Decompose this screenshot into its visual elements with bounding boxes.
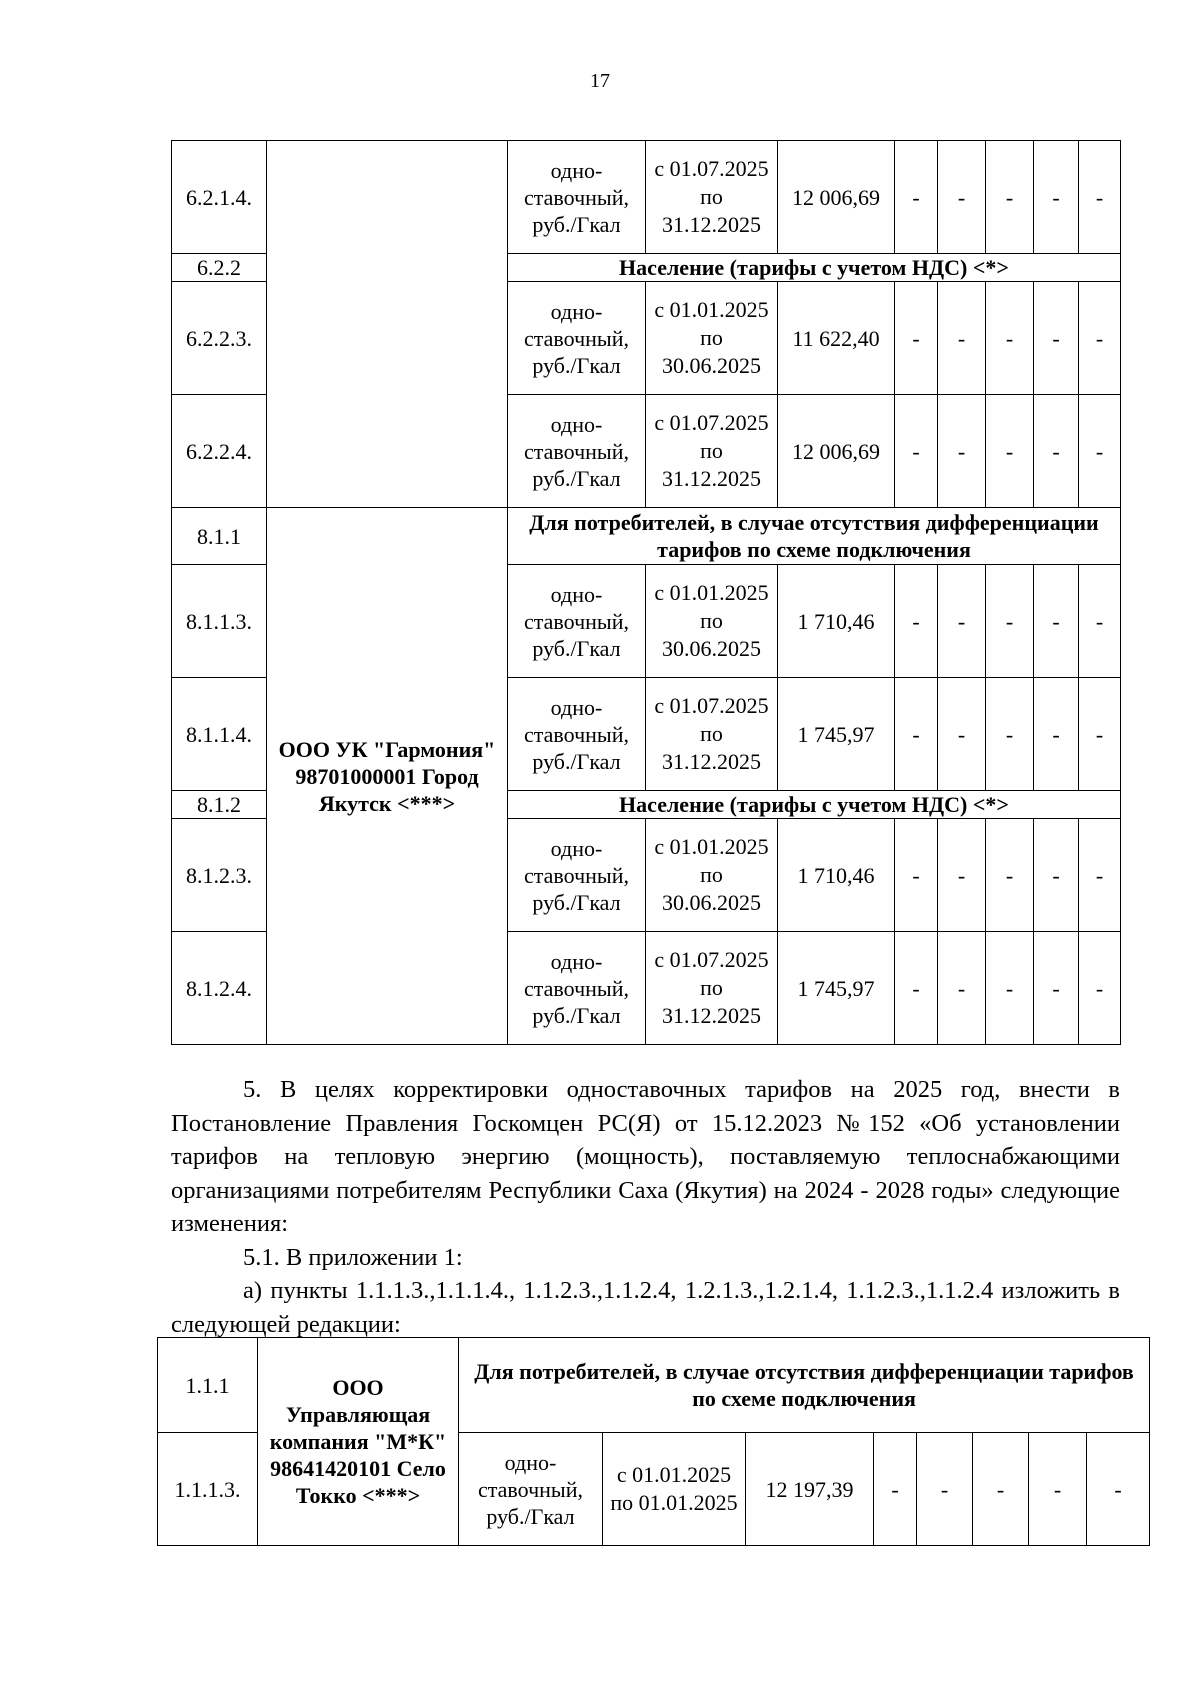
tariff-value: 1 710,46 (778, 819, 895, 932)
row-id: 1.1.1.3. (158, 1433, 258, 1546)
dash-cell: - (986, 395, 1034, 508)
dash-cell: - (1034, 282, 1079, 395)
row-id: 8.1.1.4. (172, 678, 267, 791)
row-id: 8.1.2.3. (172, 819, 267, 932)
dash-cell: - (1034, 395, 1079, 508)
dash-cell: - (917, 1433, 973, 1546)
dash-cell: - (874, 1433, 917, 1546)
tariff-value: 11 622,40 (778, 282, 895, 395)
dash-cell: - (1079, 141, 1121, 254)
section-header: Для потребителей, в случае отсутствия дифференциации тарифов по схеме подключения (459, 1338, 1150, 1433)
dash-cell: - (1034, 819, 1079, 932)
dash-cell: - (986, 819, 1034, 932)
row-id: 8.1.2 (172, 791, 267, 819)
dash-cell: - (938, 395, 986, 508)
row-id: 6.2.2.3. (172, 282, 267, 395)
dash-cell: - (1034, 678, 1079, 791)
rate-type: одно-ставочный, руб./Гкал (508, 395, 646, 508)
dash-cell: - (938, 932, 986, 1045)
org-name: ООО Управляющая компания "М*К" 98641420101 Село Токко <***> (258, 1338, 459, 1546)
section-header: Для потребителей, в случае отсутствия дифференциации тарифов по схеме подключения (508, 508, 1121, 565)
period: с 01.07.2025 по 31.12.2025 (646, 395, 778, 508)
dash-cell: - (986, 678, 1034, 791)
tariff-value: 12 006,69 (778, 395, 895, 508)
dash-cell: - (895, 141, 938, 254)
dash-cell: - (895, 678, 938, 791)
dash-cell: - (895, 932, 938, 1045)
dash-cell: - (1079, 395, 1121, 508)
dash-cell: - (895, 565, 938, 678)
row-id: 6.2.2 (172, 254, 267, 282)
period: с 01.01.2025 по 30.06.2025 (646, 282, 778, 395)
tariff-value: 12 006,69 (778, 141, 895, 254)
dash-cell: - (1087, 1433, 1150, 1546)
dash-cell: - (1034, 565, 1079, 678)
org-cell-empty (267, 141, 508, 508)
rate-type: одно-ставочный, руб./Гкал (508, 141, 646, 254)
dash-cell: - (1034, 932, 1079, 1045)
dash-cell: - (1029, 1433, 1087, 1546)
rate-type: одно-ставочный, руб./Гкал (508, 678, 646, 791)
dash-cell: - (895, 282, 938, 395)
section-header: Население (тарифы с учетом НДС) <*> (508, 791, 1121, 819)
tariff-value: 1 745,97 (778, 678, 895, 791)
section-header: Население (тарифы с учетом НДС) <*> (508, 254, 1121, 282)
period: с 01.07.2025 по 31.12.2025 (646, 141, 778, 254)
tariff-value: 1 710,46 (778, 565, 895, 678)
dash-cell: - (1079, 819, 1121, 932)
dash-cell: - (938, 565, 986, 678)
rate-type: одно-ставочный, руб./Гкал (459, 1433, 603, 1546)
paragraph-a: а) пункты 1.1.1.3.,1.1.1.4., 1.1.2.3.,1.1.2.4, 1.2.1.3.,1.2.1.4, 1.1.2.3.,1.1.2.4 изложить в следующей редакции: (171, 1277, 1120, 1338)
row-id: 8.1.1 (172, 508, 267, 565)
period: с 01.07.2025 по 31.12.2025 (646, 932, 778, 1045)
dash-cell: - (1034, 141, 1079, 254)
page-number: 17 (590, 70, 610, 92)
row-id: 6.2.2.4. (172, 395, 267, 508)
period: с 01.01.2025 по 01.01.2025 (603, 1433, 746, 1546)
row-id: 8.1.1.3. (172, 565, 267, 678)
tariff-table-continued (171, 140, 1121, 1045)
paragraph-5-1: 5.1. В приложении 1: (243, 1243, 463, 1271)
dash-cell: - (938, 678, 986, 791)
body-text (171, 1073, 1120, 1341)
dash-cell: - (938, 282, 986, 395)
rate-type: одно-ставочный, руб./Гкал (508, 565, 646, 678)
tariff-value: 1 745,97 (778, 932, 895, 1045)
period: с 01.01.2025 по 30.06.2025 (646, 565, 778, 678)
paragraph-5: 5. В целях корректировки одноставочных тарифов на 2025 год, внести в Постановление Правления Госкомцен РС(Я) от 15.12.2023 №152 «Об установлении тарифов на тепловую энергию (мощность), поставляемую теплоснабжающими организациями потребителям Республики Саха (Якутия) на 2024 - 2028 годы» следующие изменения: (171, 1076, 1120, 1237)
row-id: 1.1.1 (158, 1338, 258, 1433)
rate-type: одно-ставочный, руб./Гкал (508, 932, 646, 1045)
row-id: 8.1.2.4. (172, 932, 267, 1045)
period: с 01.07.2025 по 31.12.2025 (646, 678, 778, 791)
dash-cell: - (938, 141, 986, 254)
row-id: 6.2.1.4. (172, 141, 267, 254)
dash-cell: - (986, 932, 1034, 1045)
table-row (172, 141, 1121, 254)
table-row (158, 1338, 1150, 1433)
rate-type: одно-ставочный, руб./Гкал (508, 819, 646, 932)
org-name: ООО УК "Гармония" 98701000001 Город Якутск <***> (267, 508, 508, 1045)
dash-cell: - (1079, 932, 1121, 1045)
dash-cell: - (895, 819, 938, 932)
table-row (172, 508, 1121, 565)
dash-cell: - (973, 1433, 1029, 1546)
tariff-table-new-edition (157, 1337, 1150, 1546)
dash-cell: - (1079, 678, 1121, 791)
dash-cell: - (1079, 565, 1121, 678)
dash-cell: - (895, 395, 938, 508)
dash-cell: - (986, 565, 1034, 678)
rate-type: одно-ставочный, руб./Гкал (508, 282, 646, 395)
period: с 01.01.2025 по 30.06.2025 (646, 819, 778, 932)
dash-cell: - (986, 282, 1034, 395)
dash-cell: - (986, 141, 1034, 254)
dash-cell: - (938, 819, 986, 932)
dash-cell: - (1079, 282, 1121, 395)
tariff-value: 12 197,39 (746, 1433, 874, 1546)
